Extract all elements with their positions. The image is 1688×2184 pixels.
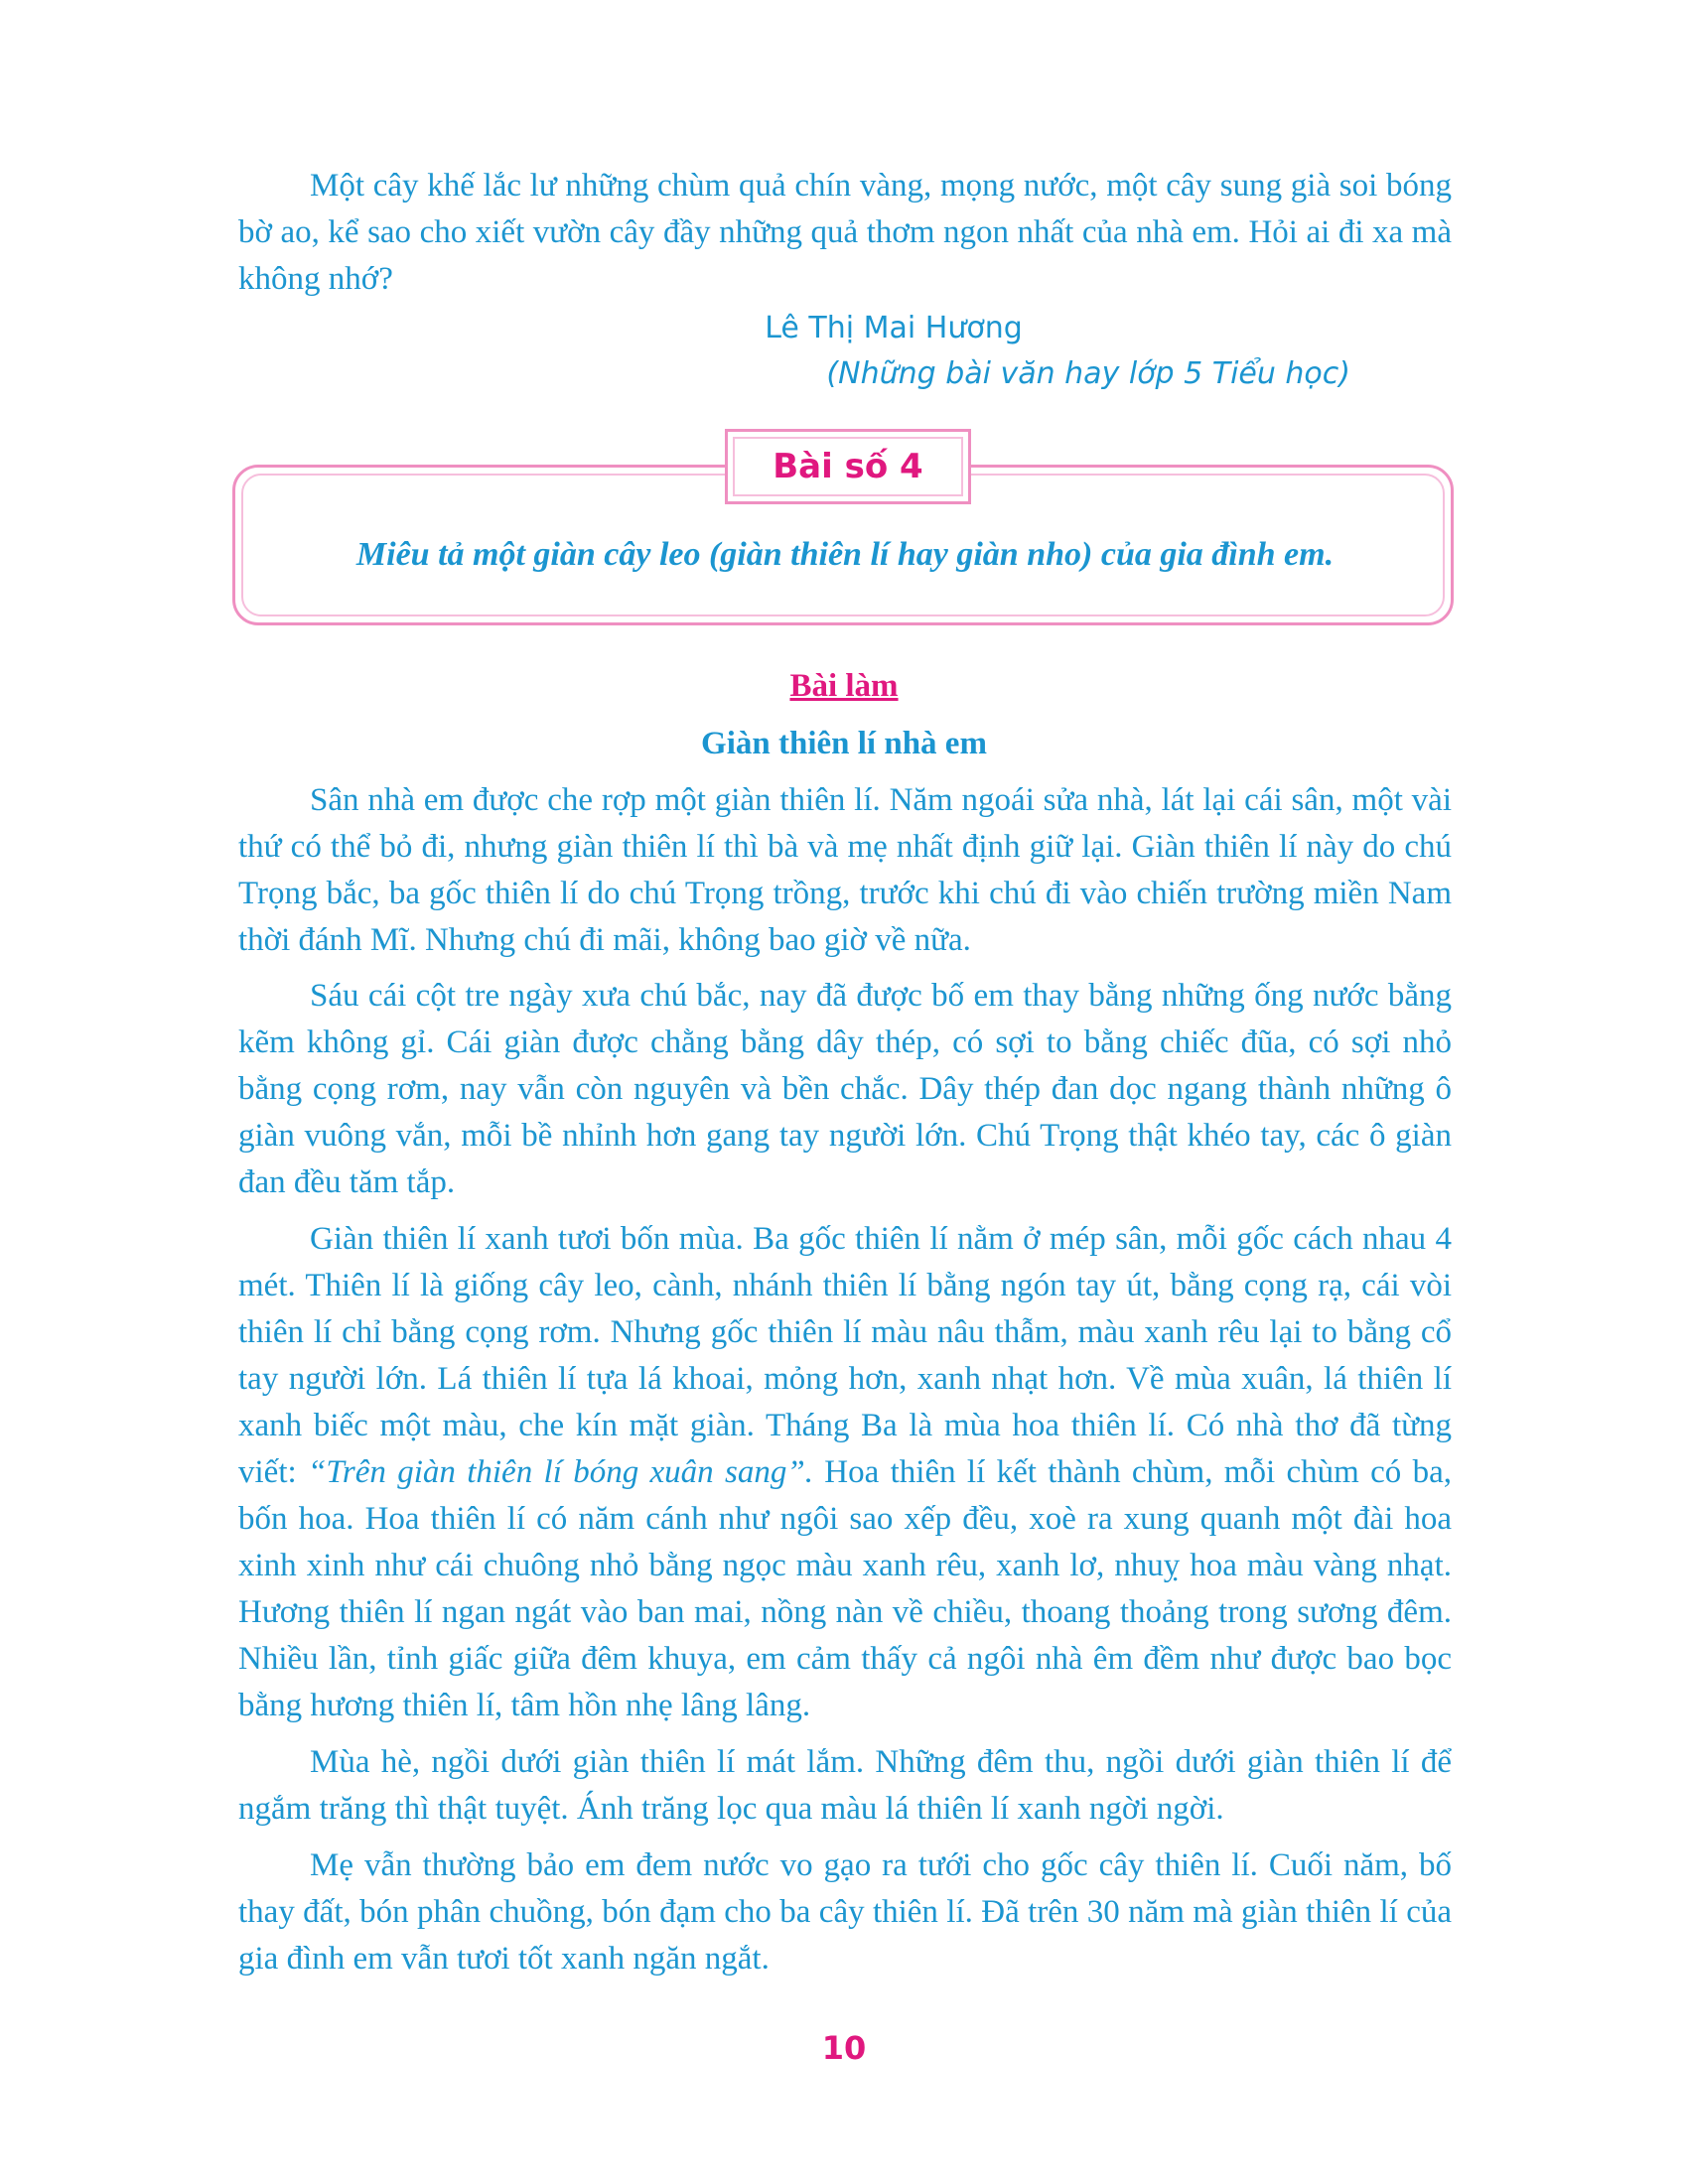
page-number: 10: [821, 2029, 867, 2067]
essay-paragraph-1: Sân nhà em được che rợp một giàn thiên lí. Năm ngoái sửa nhà, lát lại cái sân, một vài thứ có thể bỏ đi, nhưng giàn thiên lí thì bà và mẹ nhất định giữ lại. Giàn thiên lí này do chú Trọng bắc, ba gốc thiên lí do chú Trọng trồng, trước khi chú đi vào chiến trường miền Nam thời đánh Mĩ. Nhưng chú đi mãi, không bao giờ về nữa.: [238, 782, 1452, 958]
essay-paragraph-2: Sáu cái cột tre ngày xưa chú bắc, nay đã được bố em thay bằng những ống nước bằng kẽm không gỉ. Cái giàn được chằng bằng dây thép, có sợi to bằng chiếc đũa, có sợi nhỏ bằng cọng rơm, nay vẫn còn nguyên và bền chắc. Dây thép đan dọc ngang thành những ô giàn vuông vắn, mỗi bề nhỉnh hơn gang tay người lớn. Chú Trọng thật khéo tay, các ô giàn đan đều tăm tắp.: [238, 978, 1452, 1200]
essay-title: Giàn thiên lí nhà em: [701, 726, 987, 761]
poem-quote: “Trên giàn thiên lí bóng xuân sang”.: [308, 1454, 813, 1490]
answer-heading: Bài làm: [789, 668, 899, 704]
exercise-label: Bài số 4: [733, 437, 963, 496]
source-citation: (Những bài văn hay lớp 5 Tiểu học): [826, 356, 1350, 391]
essay-paragraph-5: Mẹ vẫn thường bảo em đem nước vo gạo ra tưới cho gốc cây thiên lí. Cuối năm, bố thay đất, bón phân chuồng, bón đạm cho ba cây thiên lí. Đã trên 30 năm mà giàn thiên lí của gia đình em vẫn tươi tốt xanh ngăn ngắt.: [238, 1847, 1452, 1977]
exercise-prompt: Miêu tả một giàn cây leo (giàn thiên lí hay giàn nho) của gia đình em.: [355, 536, 1335, 573]
paragraph-3-text-start: Giàn thiên lí xanh tươi bốn mùa. Ba gốc thiên lí nằm ở mép sân, mỗi gốc cách nhau 4 mét. Thiên lí là giống cây leo, cành, nhánh thiên lí bằng ngón tay út, bằng cọng rạ, cái vòi thiên lí chỉ bằng cọng rơm. Nhưng gốc thiên lí màu nâu thẫm, màu xanh rêu lại to bằng cổ tay người lớn. Lá thiên lí tựa lá khoai, mỏng hơn, xanh nhạt hơn. Về mùa xuân, lá thiên lí xanh biếc một màu, che kín mặt giàn. Tháng Ba là mùa hoa thiên lí. Có nhà thơ đã từng viết:: [238, 1221, 1452, 1490]
author-name: Lê Thị Mai Hương: [765, 311, 1023, 345]
intro-paragraph: Một cây khế lắc lư những chùm quả chín vàng, mọng nước, một cây sung già soi bóng bờ ao, kể sao cho xiết vườn cây đầy những quả thơm ngon nhất của nhà em. Hỏi ai đi xa mà không nhớ?: [238, 168, 1452, 297]
paragraph-3-text-end: Hoa thiên lí kết thành chùm, mỗi chùm có ba, bốn hoa. Hoa thiên lí có năm cánh như ngôi sao xếp đều, xoè ra xung quanh một đài hoa xinh xinh như cái chuông nhỏ bằng ngọc màu xanh rêu, xanh lơ, nhuỵ hoa màu vàng nhạt. Hương thiên lí ngan ngát vào ban mai, nồng nàn về chiều, thoang thoảng trong sương đêm. Nhiều lần, tỉnh giấc giữa đêm khuya, em cảm thấy cả ngôi nhà êm đềm như được bao bọc bằng hương thiên lí, tâm hồn nhẹ lâng lâng.: [238, 1454, 1452, 1723]
essay-paragraph-4: Mùa hè, ngồi dưới giàn thiên lí mát lắm. Những đêm thu, ngồi dưới giàn thiên lí để ngắm trăng thì thật tuyệt. Ánh trăng lọc qua màu lá thiên lí xanh ngời ngời.: [238, 1744, 1452, 1827]
exercise-label-tab: [725, 429, 971, 504]
essay-paragraph-3: [238, 1216, 1452, 1729]
